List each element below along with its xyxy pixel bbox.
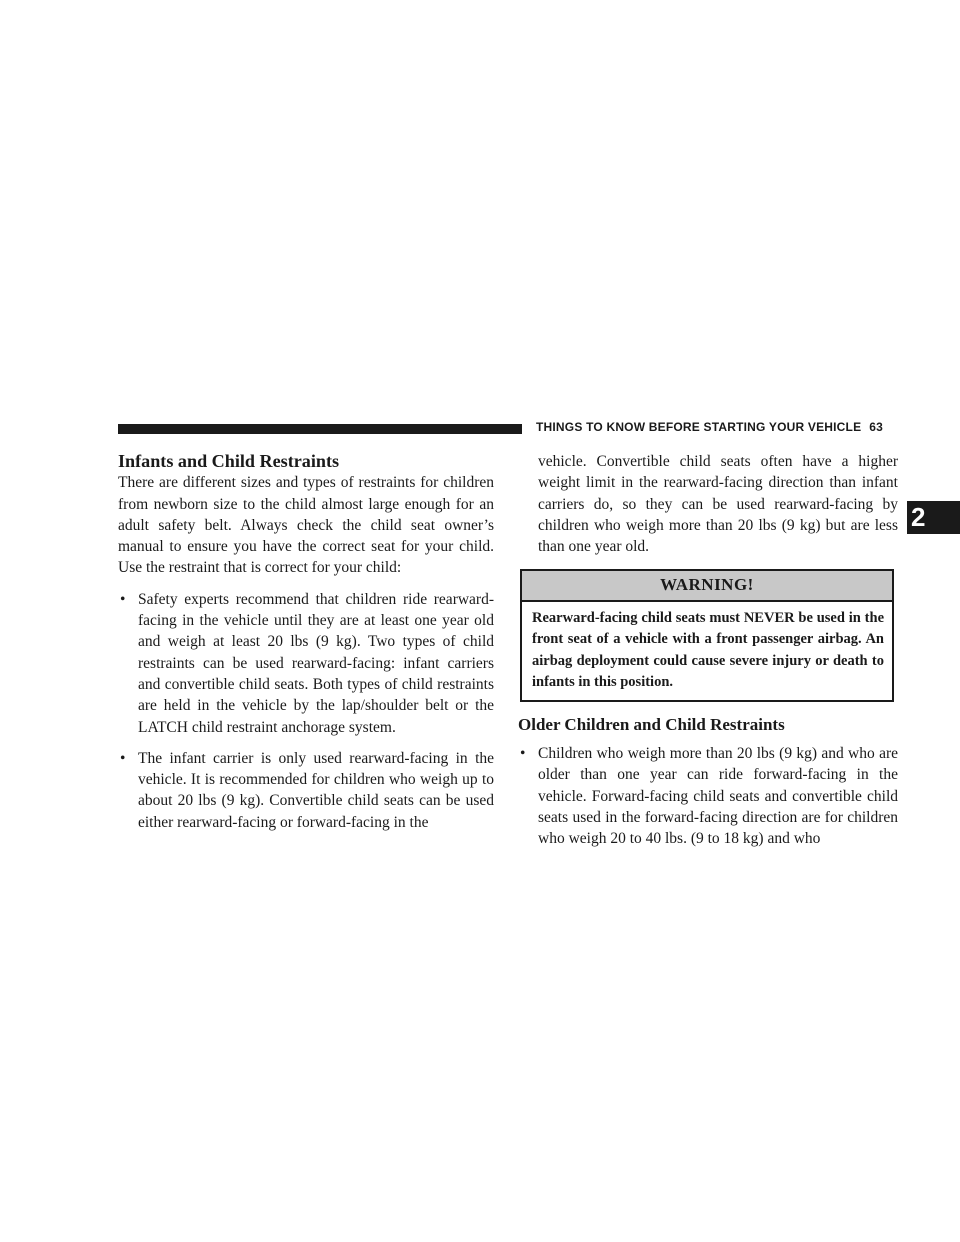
warning-box [520,569,894,701]
right-column [518,451,898,850]
list-item [118,589,494,738]
list-item [118,748,494,833]
intro-paragraph: There are different sizes and types of restraints for children from newborn size to the child almost large enough for an adult safety belt. Always check the child seat owner’s manual to ensure you have the correct seat for your child. Use the restraint that is correct for your child: [118,474,494,577]
chapter-tab[interactable]: 2 [907,501,960,534]
list-item-text: Children who weigh more than 20 lbs (9 kg) and who are older than one year can ride forward-facing in the vehicle. Forward-facing child seats and convertible child seats used in the forward-facing direction are for children who weigh 20 to 40 lbs. (9 to 18 kg) and who [538,745,898,848]
header-title: THINGS TO KNOW BEFORE STARTING YOUR VEHICLE [536,420,862,434]
warning-title: WARNING! [522,571,892,601]
header-rule [118,424,522,434]
section-title-infants: Infants and Child Restraints [118,451,340,471]
bullet-icon: • [120,590,126,608]
bullet-icon: • [520,745,526,763]
page-number: 63 [869,420,884,434]
section-title-older-children: Older Children and Child Restraints [518,714,785,734]
list-item [518,743,898,849]
running-header [536,420,883,434]
list-item-text: The infant carrier is only used rearward-facing in the vehicle. It is recommended for children who weigh up to about 20 lbs (9 kg). Convertible child seats can be used either rearward-facing or forward-facing in the [138,749,494,831]
continuation-paragraph: vehicle. Convertible child seats often have a higher weight limit in the rearward-facing direction than infant carriers do, so they can be used rearward-facing by children who weigh more than 20 lbs (9 kg) but are less than one year old. [538,453,898,556]
warning-text: Rearward-facing child seats must NEVER be used in the front seat of a vehicle with a front passenger airbag. An airbag deployment could cause severe injury or death to infants in this position. [532,609,884,691]
list-item-text: Safety experts recommend that children ride rearward-facing in the vehicle until they are at least one year old and weigh at least 20 lbs (9 kg). Two types of child restraints can be used rearward-facing: infant carriers and convertible child seats. Both types of child restraints are held in the vehicle by the lap/shoulder belt or the LATCH child restraint anchorage system. [138,590,494,736]
bullet-icon: • [120,749,126,767]
left-column [118,451,494,833]
